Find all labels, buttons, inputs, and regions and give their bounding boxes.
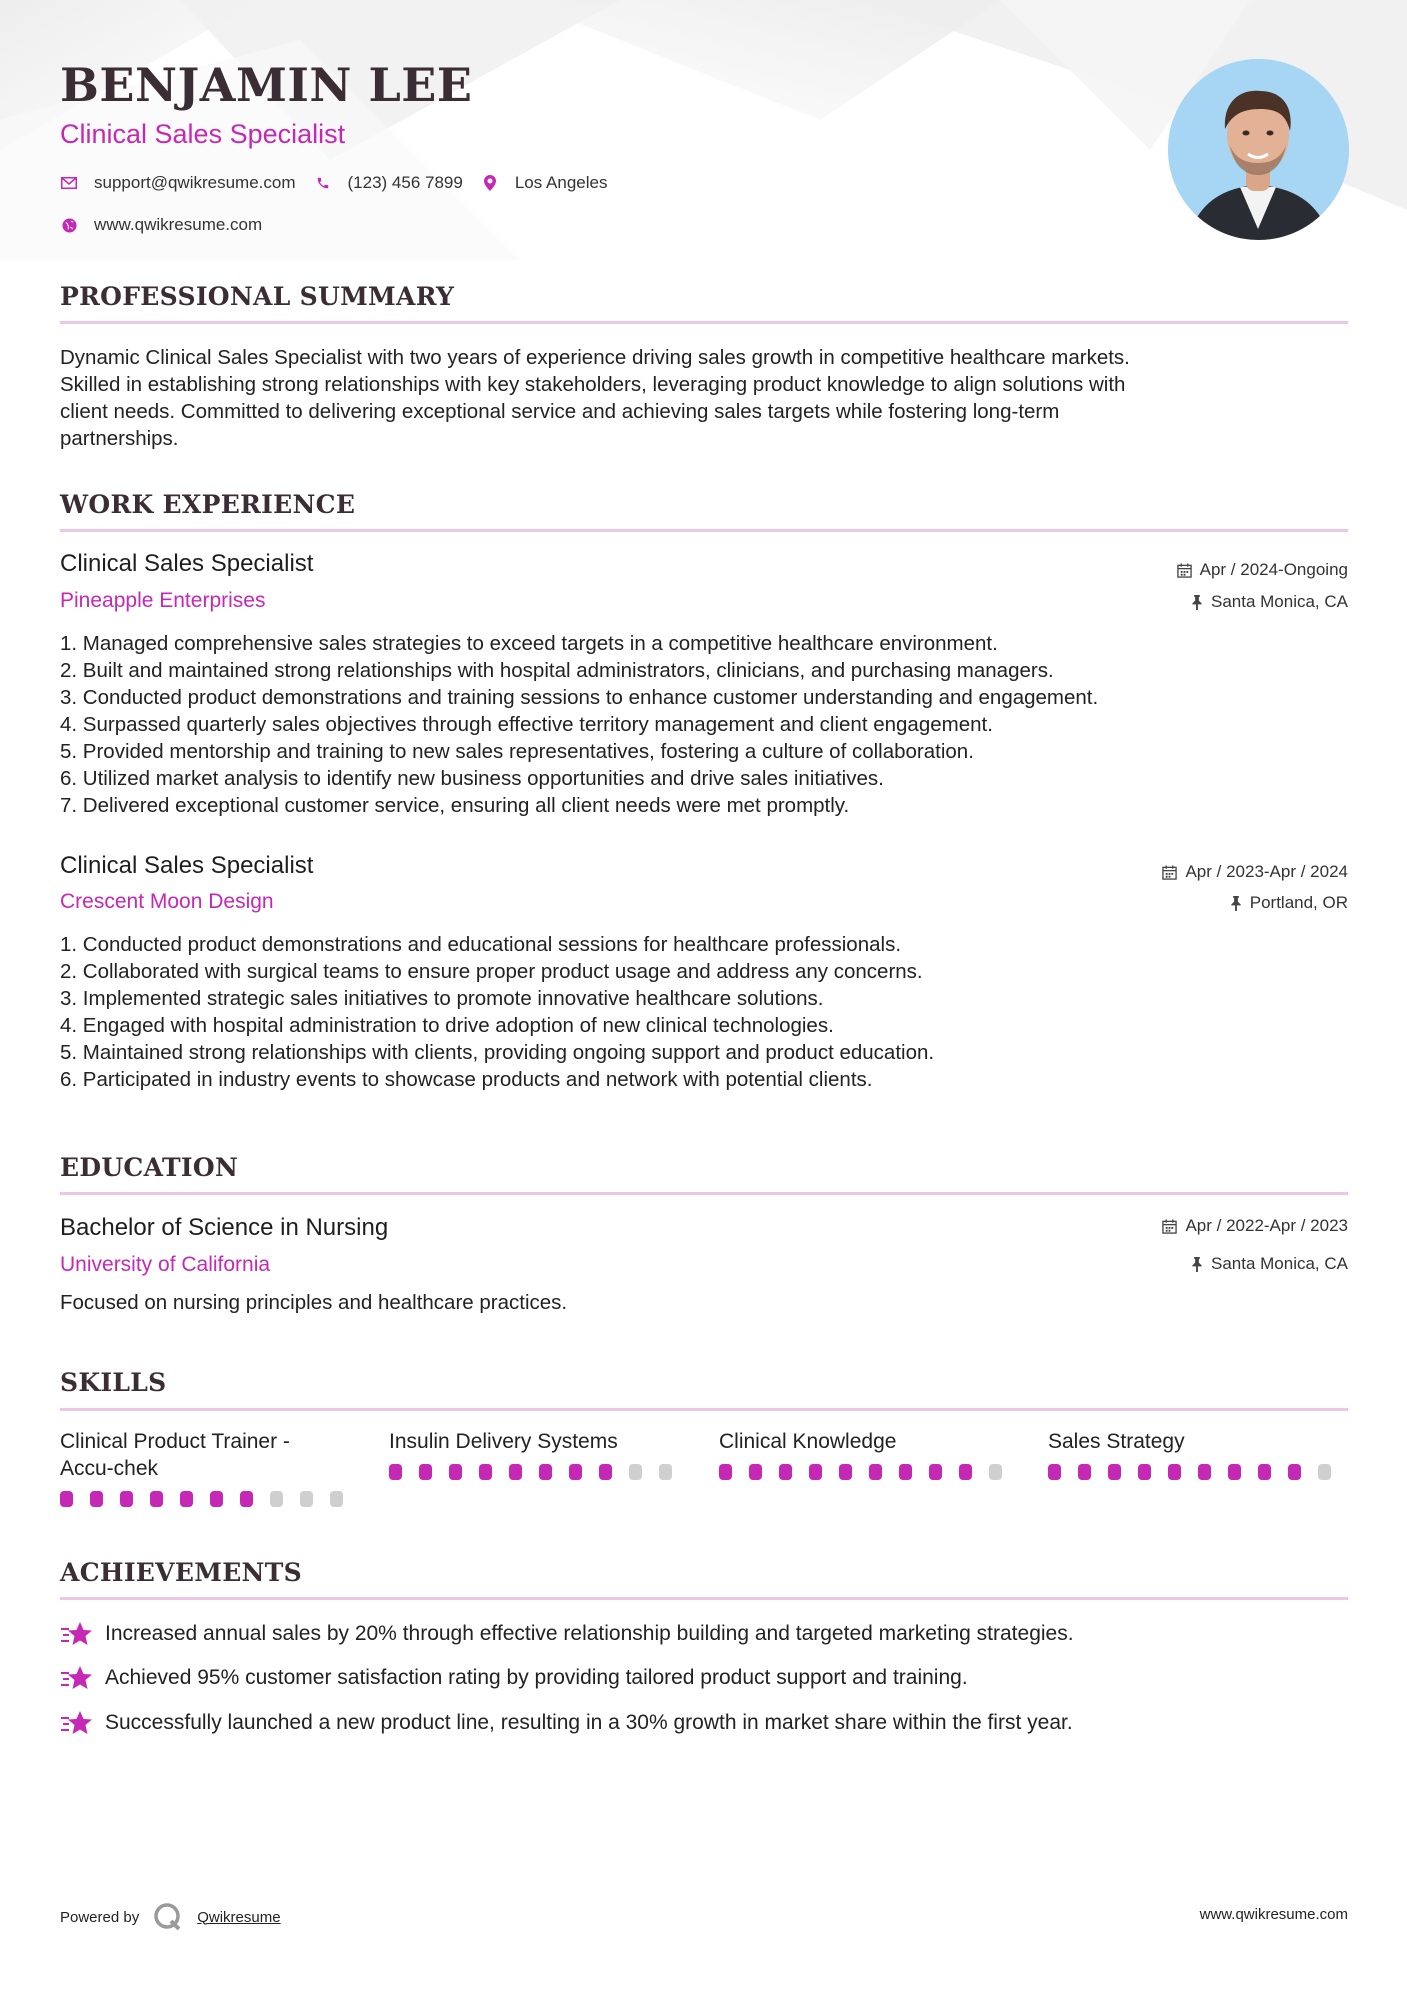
rating-dot-filled — [599, 1464, 612, 1480]
achievement-item — [60, 1709, 1073, 1737]
list-item: 4. Engaged with hospital administration to drive adoption of new clinical technologies. — [60, 1014, 834, 1037]
rating-dot-filled — [959, 1464, 972, 1480]
contact-location — [481, 173, 608, 193]
job-date — [1177, 560, 1348, 580]
job-location-text: Portland, OR — [1249, 893, 1348, 912]
rating-dot-filled — [479, 1464, 492, 1480]
rating-dot-filled — [1258, 1464, 1271, 1480]
list-item: 6. Participated in industry events to showcase products and network with potential clients. — [60, 1068, 873, 1091]
rating-dot-filled — [240, 1491, 253, 1507]
job-location — [1230, 893, 1348, 913]
summary-line: Skilled in establishing strong relationships with key stakeholders, leveraging product knowledge to align solutions with — [60, 373, 1126, 396]
pin-icon — [1191, 595, 1203, 610]
achievement-text: Increased annual sales by 20% through effective relationship building and targeted marketing strategies. — [105, 1622, 1074, 1645]
rating-dot-filled — [509, 1464, 522, 1480]
rating-dot-filled — [1288, 1464, 1301, 1480]
achievement-text: Achieved 95% customer satisfaction rating by providing tailored product support and training. — [105, 1666, 968, 1689]
list-item: 2. Collaborated with surgical teams to ensure proper product usage and address any concerns. — [60, 960, 923, 983]
job-company: Crescent Moon Design — [60, 890, 274, 913]
job-title: Clinical Sales Specialist — [60, 550, 314, 577]
section-title-summary: PROFESSIONAL SUMMARY — [60, 282, 455, 311]
contact-row — [60, 173, 625, 193]
list-item: 3. Conducted product demonstrations and training sessions to enhance customer understanding and engagement. — [60, 686, 1099, 709]
contact-phone[interactable] — [314, 173, 463, 193]
summary-line: client needs. Committed to delivering exceptional service and achieving sales targets while fostering long-term — [60, 400, 1060, 423]
skill-label-line: Insulin Delivery Systems — [389, 1430, 618, 1453]
skill-item — [1048, 1428, 1348, 1480]
rating-dot-filled — [1198, 1464, 1211, 1480]
rating-dot-filled — [1138, 1464, 1151, 1480]
rating-dot-empty — [1318, 1464, 1331, 1480]
rating-dot-filled — [809, 1464, 822, 1480]
skill-label-line: Accu-chek — [60, 1457, 159, 1480]
website-text: www.qwikresume.com — [94, 215, 263, 234]
rating-dot-filled — [869, 1464, 882, 1480]
rating-dot-filled — [539, 1464, 552, 1480]
list-item: 3. Implemented strategic sales initiatives to promote innovative healthcare solutions. — [60, 987, 824, 1010]
location-text: Los Angeles — [514, 173, 608, 192]
contact-website[interactable] — [60, 215, 262, 235]
email-text: support@qwikresume.com — [94, 173, 296, 192]
star-icon — [60, 1620, 94, 1648]
rating-dot-filled — [749, 1464, 762, 1480]
list-item: 2. Built and maintained strong relationships with hospital administrators, clinicians, and purchasing managers. — [60, 659, 1054, 682]
skill-label-line: Clinical Knowledge — [719, 1430, 897, 1453]
skill-label — [719, 1428, 1019, 1455]
footer-powered-by — [60, 1902, 281, 1932]
education-degree: Bachelor of Science in Nursing — [60, 1214, 389, 1241]
job-responsibilities — [60, 630, 1350, 819]
rating-dot-empty — [659, 1464, 672, 1480]
skill-rating — [60, 1491, 360, 1507]
rating-dot-filled — [569, 1464, 582, 1480]
rating-dot-filled — [719, 1464, 732, 1480]
summary-text — [60, 344, 1350, 452]
job-location — [1191, 592, 1348, 612]
skill-item — [60, 1428, 360, 1507]
skill-label — [389, 1428, 689, 1455]
list-item: 4. Surpassed quarterly sales objectives through effective territory management and client engagement. — [60, 713, 993, 736]
skill-rating — [1048, 1464, 1348, 1480]
rating-dot-empty — [989, 1464, 1002, 1480]
rating-dot-filled — [1108, 1464, 1121, 1480]
rating-dot-filled — [929, 1464, 942, 1480]
rating-dot-filled — [150, 1491, 163, 1507]
job-title: Clinical Sales Specialist — [60, 852, 314, 879]
rating-dot-empty — [300, 1491, 313, 1507]
candidate-name: BENJAMIN LEE — [60, 58, 473, 112]
footer-website[interactable]: www.qwikresume.com — [1199, 1906, 1348, 1923]
skill-item — [389, 1428, 689, 1480]
education-description: Focused on nursing principles and healthcare practices. — [60, 1291, 568, 1314]
star-icon — [60, 1664, 94, 1692]
rating-dot-empty — [270, 1491, 283, 1507]
job-location-text: Santa Monica, CA — [1210, 592, 1348, 611]
section-divider — [60, 529, 1348, 532]
rating-dot-filled — [899, 1464, 912, 1480]
skill-label-line: Sales Strategy — [1048, 1430, 1185, 1453]
phone-text: (123) 456 7899 — [347, 173, 463, 192]
rating-dot-filled — [839, 1464, 852, 1480]
rating-dot-filled — [120, 1491, 133, 1507]
section-divider — [60, 1597, 1348, 1600]
rating-dot-filled — [779, 1464, 792, 1480]
skill-item — [719, 1428, 1019, 1480]
envelope-icon — [60, 174, 78, 192]
rating-dot-filled — [389, 1464, 402, 1480]
education-location — [1191, 1254, 1348, 1274]
rating-dot-empty — [330, 1491, 343, 1507]
section-divider — [60, 321, 1348, 324]
pin-icon — [1191, 1257, 1203, 1272]
list-item: 5. Provided mentorship and training to new sales representatives, fostering a culture of collaboration. — [60, 740, 974, 763]
education-location-text: Santa Monica, CA — [1210, 1254, 1348, 1273]
rating-dot-filled — [1078, 1464, 1091, 1480]
summary-line: Dynamic Clinical Sales Specialist with two years of experience driving sales growth in competitive healthcare markets. — [60, 346, 1130, 369]
list-item: 7. Delivered exceptional customer service, ensuring all client needs were met promptly. — [60, 794, 850, 817]
achievement-item — [60, 1664, 968, 1692]
section-divider — [60, 1192, 1348, 1195]
candidate-role: Clinical Sales Specialist — [60, 119, 346, 149]
rating-dot-filled — [1048, 1464, 1061, 1480]
skill-label — [60, 1428, 360, 1482]
education-school: University of California — [60, 1253, 271, 1276]
rating-dot-filled — [419, 1464, 432, 1480]
rating-dot-filled — [90, 1491, 103, 1507]
job-date — [1162, 862, 1348, 882]
rating-dot-filled — [1228, 1464, 1241, 1480]
powered-by-text: Powered by — [60, 1908, 140, 1926]
skill-label — [1048, 1428, 1348, 1455]
education-date — [1162, 1216, 1348, 1236]
section-divider — [60, 1408, 1348, 1411]
globe-icon — [60, 216, 78, 234]
contact-email[interactable] — [60, 173, 296, 193]
achievement-item — [60, 1620, 1074, 1648]
qwikresume-logo-icon — [153, 1902, 183, 1932]
job-responsibilities — [60, 931, 1350, 1093]
calendar-icon — [1162, 1219, 1177, 1234]
rating-dot-filled — [60, 1491, 73, 1507]
contact-row-website — [60, 215, 280, 235]
profile-photo — [1168, 59, 1349, 240]
section-title-skills: SKILLS — [60, 1368, 167, 1397]
job-date-text: Apr / 2024-Ongoing — [1199, 560, 1348, 579]
section-title-education: EDUCATION — [60, 1153, 239, 1182]
map-pin-icon — [481, 174, 499, 192]
pin-icon — [1230, 896, 1242, 911]
skill-rating — [719, 1464, 1019, 1480]
brand-link[interactable]: Qwikresume — [197, 1908, 281, 1926]
rating-dot-filled — [449, 1464, 462, 1480]
job-company: Pineapple Enterprises — [60, 589, 266, 612]
rating-dot-filled — [1168, 1464, 1181, 1480]
section-title-achievements: ACHIEVEMENTS — [60, 1558, 302, 1587]
summary-line: partnerships. — [60, 427, 179, 450]
star-icon — [60, 1709, 94, 1737]
skill-rating — [389, 1464, 689, 1480]
list-item: 6. Utilized market analysis to identify new business opportunities and drive sales initiatives. — [60, 767, 884, 790]
skill-label-line: Clinical Product Trainer - — [60, 1430, 290, 1453]
calendar-icon — [1177, 563, 1192, 578]
job-date-text: Apr / 2023-Apr / 2024 — [1185, 862, 1348, 881]
education-date-text: Apr / 2022-Apr / 2023 — [1185, 1216, 1348, 1235]
phone-icon — [314, 174, 332, 192]
calendar-icon — [1162, 865, 1177, 880]
rating-dot-filled — [180, 1491, 193, 1507]
achievement-text: Successfully launched a new product line, resulting in a 30% growth in market share within the first year. — [105, 1711, 1073, 1734]
list-item: 1. Conducted product demonstrations and educational sessions for healthcare professionals. — [60, 933, 902, 956]
list-item: 5. Maintained strong relationships with clients, providing ongoing support and product education. — [60, 1041, 935, 1064]
rating-dot-empty — [629, 1464, 642, 1480]
rating-dot-filled — [210, 1491, 223, 1507]
list-item: 1. Managed comprehensive sales strategies to exceed targets in a competitive healthcare environment. — [60, 632, 998, 655]
section-title-experience: WORK EXPERIENCE — [60, 490, 356, 519]
